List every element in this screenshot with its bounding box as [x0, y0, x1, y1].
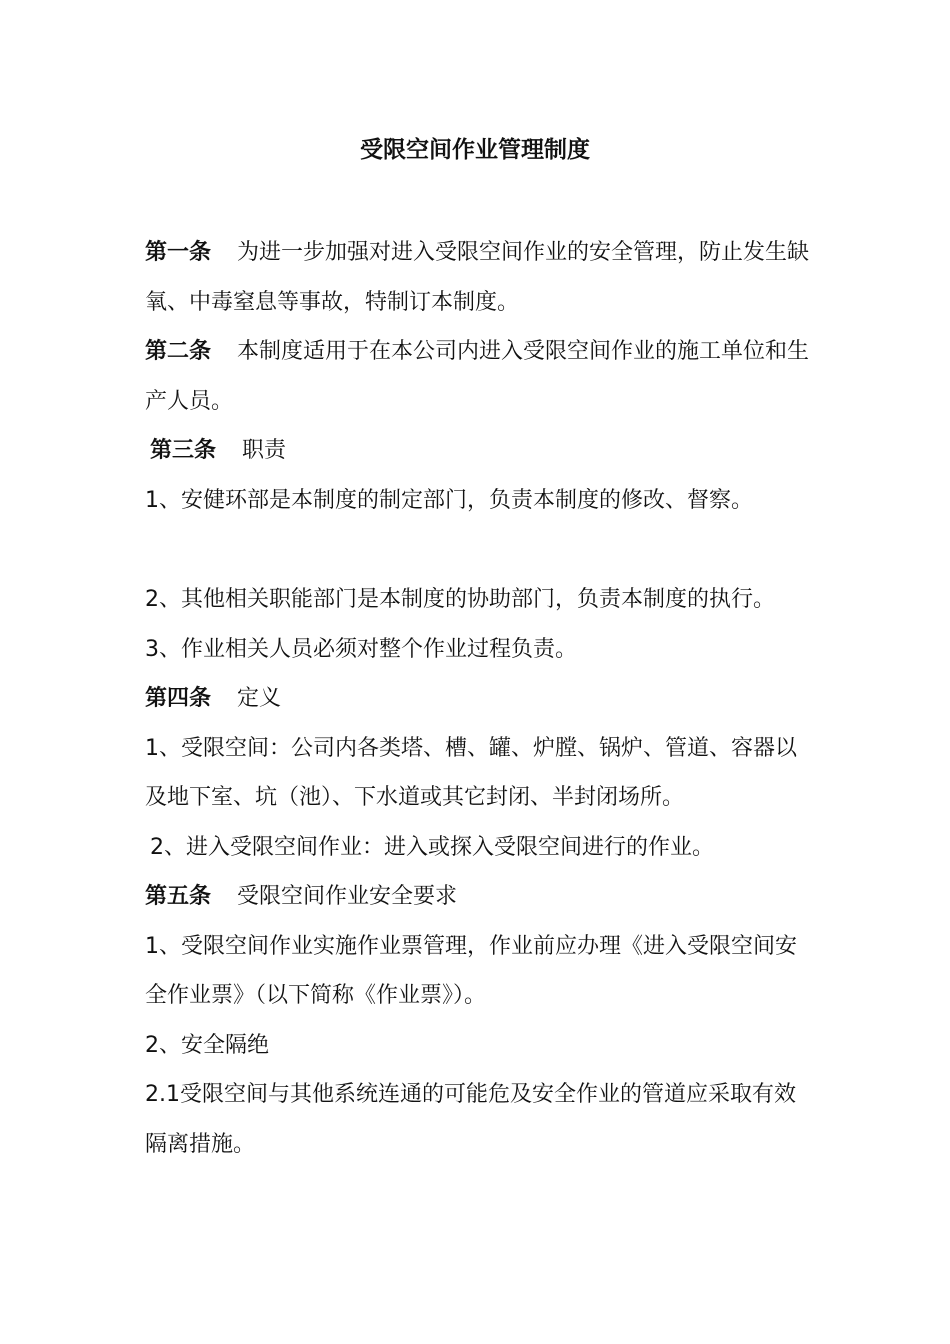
list-item: 3、作业相关人员必须对整个作业过程负责。 [145, 636, 577, 662]
article-1 [145, 228, 815, 327]
article-heading: 第四条 [145, 686, 212, 711]
list-item: 1、安健环部是本制度的制定部门，负责本制度的修改、督察。 [145, 487, 753, 513]
article-text: 定义 [237, 686, 282, 711]
list-item: 2.1受限空间与其他系统连通的可能危及安全作业的管道应采取有效隔离措施。 [145, 1082, 796, 1157]
list-item: 1、受限空间作业实施作业票管理，作业前应办理《进入受限空间安全作业票》（以下简称《作业票》）。 [145, 933, 797, 1008]
article-3 [145, 426, 815, 476]
article-text: 本制度适用于在本公司内进入受限空间作业的施工单位和生产人员。 [145, 339, 810, 414]
article-text: 职责 [242, 438, 287, 463]
article-heading: 第三条 [150, 438, 217, 463]
list-item: 2、进入受限空间作业：进入或探入受限空间进行的作业。 [150, 834, 714, 860]
article-text: 受限空间作业安全要求 [237, 884, 458, 909]
article-heading: 第五条 [145, 884, 212, 909]
article-heading: 第一条 [145, 240, 212, 265]
article-heading: 第二条 [145, 339, 212, 364]
document-body [145, 228, 815, 1169]
article-5 [145, 872, 815, 922]
blank-line [145, 525, 815, 575]
article-text: 为进一步加强对进入受限空间作业的安全管理，防止发生缺氧、中毒窒息等事故，特制订本制度。 [145, 240, 810, 315]
document-title: 受限空间作业管理制度 [360, 137, 590, 163]
article-4 [145, 674, 815, 724]
article-2 [145, 327, 815, 426]
list-item: 1、受限空间：公司内各类塔、槽、罐、炉膛、锅炉、管道、容器以及地下室、坑（池）、下水道或其它封闭、半封闭场所。 [145, 735, 797, 810]
list-item: 2、安全隔绝 [145, 1032, 269, 1058]
list-item: 2、其他相关职能部门是本制度的协助部门，负责本制度的执行。 [145, 587, 775, 612]
